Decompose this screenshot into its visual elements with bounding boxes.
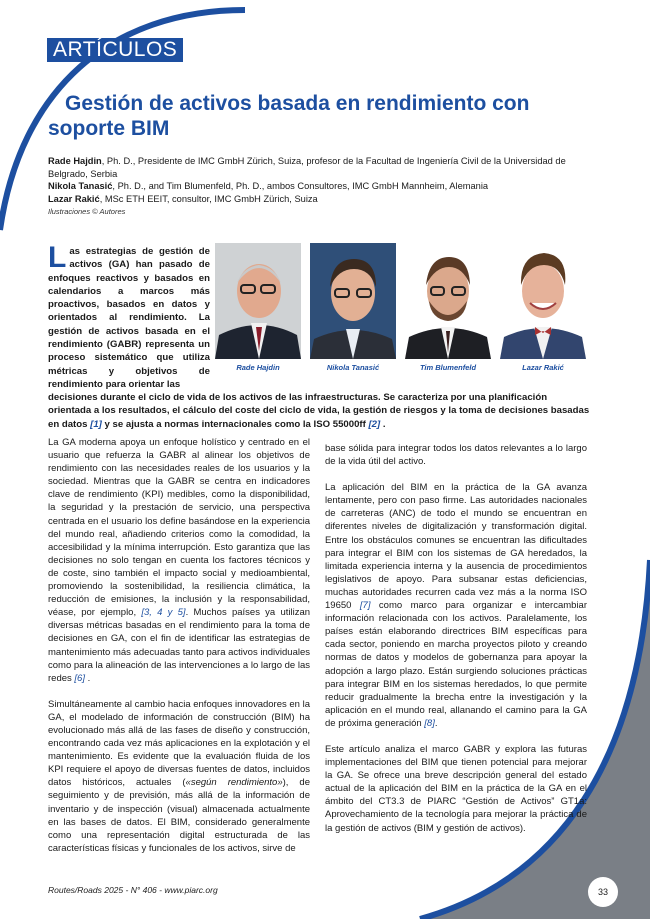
author-name: Rade Hajdin (48, 156, 102, 166)
illustration-credit: Ilustraciones © Autores (48, 207, 126, 216)
body-paragraph: Este artículo analiza el marco GABR y explora las futuras implementaciones del BIM que tienen potencial para mejorar la GA. Se ofrece una breve descripción general del estado actual de la aplicación del BIM en la práctica de la GA en el ámbito del CT3.3 de PIARC “Gestión de Activos” GT1a: Aprovechamiento de la tecnología para mejorar la práctica de la gestión de activos (BIM y gestión de activos). (325, 743, 587, 834)
reference-link[interactable]: [3, 4 y 5] (141, 607, 186, 619)
author-detail: , Ph. D., and Tim Blumenfeld, Ph. D., ambos Consultores, IMC GmbH Mannheim, Alemania (112, 181, 489, 191)
reference-link[interactable]: [2] (368, 418, 381, 430)
body-text: . (84, 672, 91, 684)
author-photo-tanasic (310, 243, 396, 359)
page-number: 33 (588, 877, 618, 907)
author-detail: , MSc ETH EEIT, consultor, IMC GmbH Zürich, Suiza (99, 193, 318, 204)
body-text: como marco para organizar e intercambiar información relacionada con los activos. Paralelamente, los países están elaborando directrices BIM específicas para cada sector, poniendo en marcha proyectos piloto y creando normas de datos y modelos de gobernanza para apoyar la adopción a largo plazo. Están surgiendo soluciones prácticas para integrar BIM en los sistemas heredados, lo que permite reducir gradualmente la brecha entre la investigación y la aplicación en el mundo real, allanando el camino para la GA de próxima generación (325, 600, 588, 729)
author-1 (48, 155, 608, 180)
author-photo-rakic (500, 243, 586, 359)
title-line-2: soporte BIM (48, 117, 170, 140)
author-photo-blumenfeld (405, 243, 491, 359)
author-2 (48, 180, 608, 193)
emphasis-text: «según rendimiento» (185, 777, 283, 789)
body-column-left (48, 436, 310, 868)
footer-publication: Routes/Roads 2025 - N° 406 - www.piarc.org (48, 885, 218, 895)
article-title (48, 91, 588, 141)
body-text: La aplicación del BIM en la práctica de la GA avanza lentamente, pero con paso firme. Las autoridades nacionales de carreteras (ANC) de todo el mundo se encuentran en diferentes niveles de digitalización y transformación digital. Entre los obstáculos comunes se encuentran las dificultades para integrar el BIM con los sistemas de GA heredados, la limitada experiencia interna y la ausencia de procedimientos legislativos de apoyo. Para subsanar estas deficiencias, muchas autoridades recurren cada vez más a la norma ISO 19650 (325, 482, 587, 612)
portrait-image (500, 243, 586, 359)
lead-continuation (48, 391, 590, 431)
lead-text: as estrategias de gestión de activos (GA) han pasado de enfoques reactivos y basados en calendarios a marcos más proactivos, basados en datos y orientados al rendimiento. La gestión de activos basada en el rendimiento (GABR) representa un proceso sistemático que utiliza métricas y objetivos de rendimiento para orientar las (48, 246, 210, 390)
lead-text: decisiones durante el ciclo de vida de los activos de las infraestructuras. Se caracteriza por una planificación orientada a los resultados, el cálculo del coste del ciclo de vida, la gestión de riesgos y la toma de decisiones basadas en datos (48, 392, 590, 430)
body-text: . Muchos países ya utilizan diversas métricas basadas en el rendimiento para la toma de decisiones en GA, con el fin de identificar las estrategias de mantenimiento más adecuadas tanto para activos individuales como para la alineación de las intervenciones a lo largo de las redes (48, 607, 311, 684)
photo-caption: Rade Hajdin (236, 363, 280, 372)
body-text: La GA moderna apoya un enfoque holístico y centrado en el usuario que refuerza la GABR al alinear los objetivos de rendimiento con las necesidades reales de los usuarios y la sociedad. Mientras que la GABR se centra en indicadores clave de rendimiento (KPI) medibles, como la disponibilidad, la seguridad y la prestación de servicio, una perspectiva centrada en el usuario los define basándose en la experiencia del mundo real, añadiendo criterios como la comodidad, la accesibilidad y la mínima interrupción. Esto garantiza que las decisiones no solo tengan en cuenta los factores técnicos y de coste, sino también el impacto social y medioambiental, promoviendo la sostenibilidad, la resiliencia climática, la reducción de emisiones, la inclusión y la responsabilidad, véase, por ejemplo, (48, 437, 310, 619)
body-paragraph (48, 436, 310, 685)
portrait-image (405, 243, 491, 359)
lead-text: . (380, 418, 386, 430)
body-paragraph: base sólida para integrar todos los datos relevantes a lo largo de la vida útil del activo. (325, 443, 587, 468)
author-photo-hajdin (215, 243, 301, 359)
section-tag: ARTÍCULOS (47, 38, 183, 62)
photo-caption: Lazar Rakić (522, 363, 564, 372)
author-detail: , Ph. D., Presidente de IMC GmbH Zürich, Suiza, profesor de la Facultad de Ingeniería Civil de la Universidad de Belgrado, Serbia (48, 156, 566, 179)
reference-link[interactable]: [7] (359, 600, 371, 612)
body-text: Simultáneamente al cambio hacia enfoques innovadores en la GA, el modelado de información de construcción (BIM) ha evolucionado más allá de las fases de diseño y construcción, encontrando cada vez más aplicaciones en la explotación y el mantenimiento. Es evidente que la evaluación fluida de los KPI requiere el apoyo de diversas fuentes de datos, incluidos datos históricos, actuales ( (48, 698, 310, 789)
portrait-image (215, 243, 301, 359)
body-text: ), de seguimiento y de previsión, más allá de la información de inventario y de inspección (visual) almacenada actualmente en las bases de datos. El BIM, considerado generalmente como una representación digital estructurada de las características físicas y funcionales de los activos, sirve de (48, 777, 310, 854)
reference-link[interactable]: [8] (424, 717, 435, 729)
title-line-1: Gestión de activos basada en rendimiento con (65, 92, 530, 115)
body-paragraph (48, 698, 310, 855)
lead-paragraph (48, 241, 210, 391)
author-3 (48, 193, 608, 206)
author-list (48, 155, 608, 219)
body-column-right (325, 442, 587, 848)
drop-cap: L (48, 241, 67, 274)
author-name: Nikola Tanasić (48, 181, 113, 191)
photo-caption: Nikola Tanasić (326, 363, 380, 372)
body-paragraph (325, 481, 587, 730)
body-text: . (434, 717, 438, 729)
photo-caption: Tim Blumenfeld (419, 363, 477, 372)
lead-text: y se ajusta a normas internacionales como la ISO 55000ff (101, 418, 369, 430)
author-name: Lazar Rakić (48, 193, 100, 204)
reference-link[interactable]: [6] (74, 672, 85, 684)
reference-link[interactable]: [1] (90, 418, 102, 430)
portrait-image (310, 243, 396, 359)
